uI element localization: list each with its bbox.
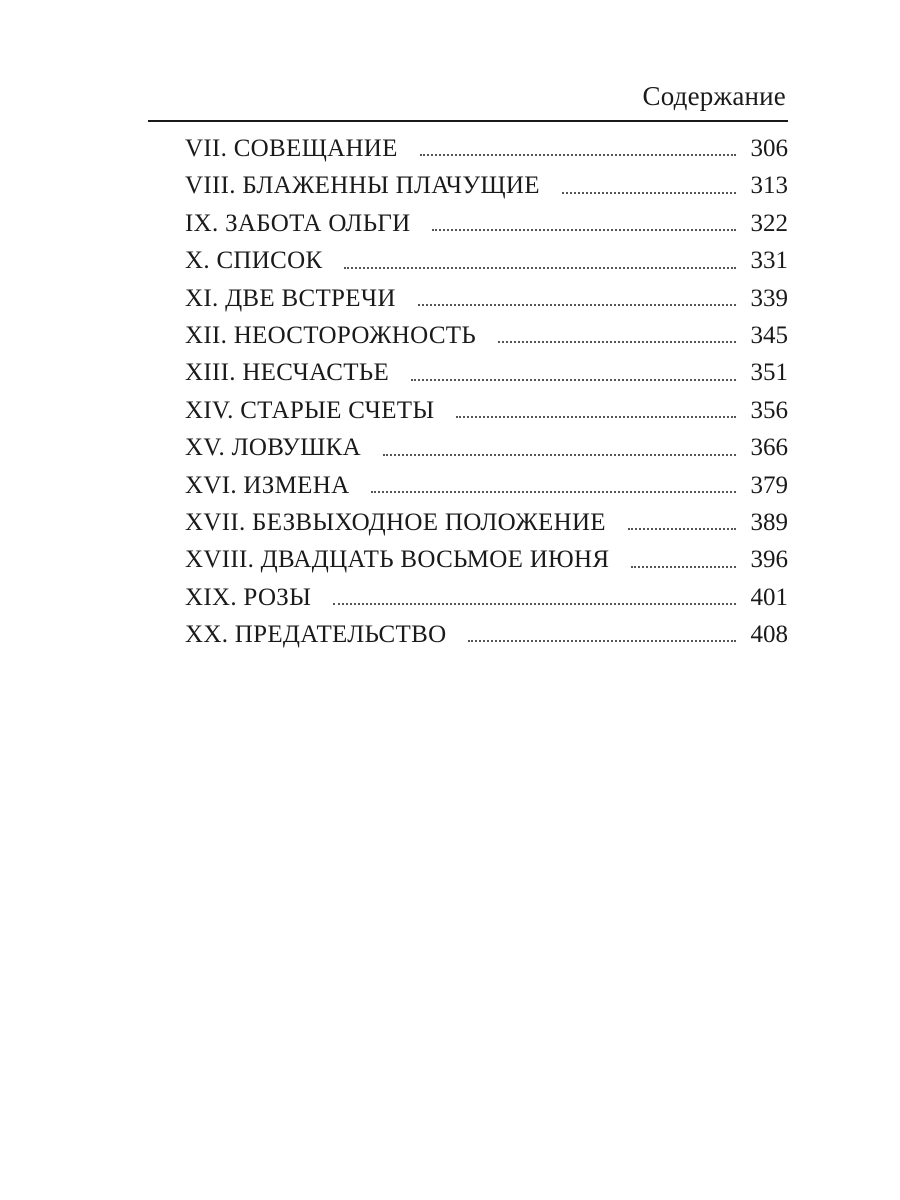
- toc-entry-title: XII. НЕОСТОРОЖНОСТЬ: [185, 321, 477, 349]
- toc-entry-title: VII. СОВЕЩАНИЕ: [185, 135, 398, 162]
- dot-leader: [383, 453, 736, 456]
- toc-entry-page: 408: [750, 621, 788, 649]
- toc-entry-title: X. СПИСОК: [185, 247, 323, 275]
- toc-entry-title: XVI. ИЗМЕНА: [185, 471, 350, 499]
- toc-entry: [185, 167, 788, 204]
- toc-entry: [185, 205, 788, 242]
- toc-entry-title: XI. ДВЕ ВСТРЕЧИ: [185, 284, 396, 312]
- toc-entry-page: 322: [750, 209, 788, 237]
- toc-entry-title: XIX. РОЗЫ: [185, 583, 312, 611]
- toc-entry-title: XX. ПРЕДАТЕЛЬСТВО: [185, 621, 447, 649]
- toc-entry-page: 339: [750, 284, 788, 312]
- toc-entry-title: VIII. БЛАЖЕННЫ ПЛАЧУЩИЕ: [185, 172, 540, 200]
- dot-leader: [420, 153, 736, 156]
- toc-entry-title: XV. ЛОВУШКА: [185, 434, 361, 462]
- toc-entry-page: 389: [750, 508, 788, 536]
- toc-entry-title: XVIII. ДВАДЦАТЬ ВОСЬМОЕ ИЮНЯ: [185, 546, 610, 574]
- toc-entry-page: 379: [750, 471, 788, 499]
- page-header: [148, 78, 788, 122]
- toc-entry: [185, 616, 788, 653]
- dot-leader: [468, 639, 736, 642]
- toc-entry-title: XVII. БЕЗВЫХОДНОЕ ПОЛОЖЕНИЕ: [185, 508, 606, 536]
- dot-leader: [333, 602, 736, 605]
- toc-entry: [185, 467, 788, 504]
- toc-entry: [185, 354, 788, 391]
- running-head: Содержание: [642, 81, 786, 111]
- dot-leader: [562, 191, 736, 194]
- toc-entry: [185, 130, 788, 167]
- toc-entry: [185, 429, 788, 466]
- toc-entry-page: 396: [750, 546, 788, 574]
- toc-entry-page: 345: [750, 321, 788, 349]
- toc-entry-title: IX. ЗАБОТА ОЛЬГИ: [185, 209, 411, 237]
- toc-entry-title: XIII. НЕСЧАСТЬЕ: [185, 359, 390, 387]
- toc-entry: [185, 280, 788, 317]
- toc-entry-page: 351: [750, 359, 788, 387]
- dot-leader: [371, 490, 736, 493]
- dot-leader: [411, 378, 736, 381]
- toc-entry: [185, 541, 788, 578]
- toc-entry-page: 401: [750, 583, 788, 611]
- toc-entry: [185, 504, 788, 541]
- toc-entry: [185, 579, 788, 616]
- toc-entry-page: 366: [750, 434, 788, 462]
- toc-entry-page: 313: [750, 172, 788, 200]
- dot-leader: [628, 527, 736, 530]
- dot-leader: [631, 565, 736, 568]
- dot-leader: [344, 266, 736, 269]
- dot-leader: [498, 340, 736, 343]
- toc-entry: [185, 242, 788, 279]
- dot-leader: [456, 415, 736, 418]
- dot-leader: [432, 228, 736, 231]
- toc-entry-title: XIV. СТАРЫЕ СЧЕТЫ: [185, 396, 435, 424]
- toc-entry-page: 306: [750, 135, 788, 162]
- toc-entry: [185, 392, 788, 429]
- table-of-contents: [185, 130, 788, 653]
- toc-entry: [185, 317, 788, 354]
- toc-entry-page: 331: [750, 247, 788, 275]
- dot-leader: [418, 303, 736, 306]
- toc-entry-page: 356: [750, 396, 788, 424]
